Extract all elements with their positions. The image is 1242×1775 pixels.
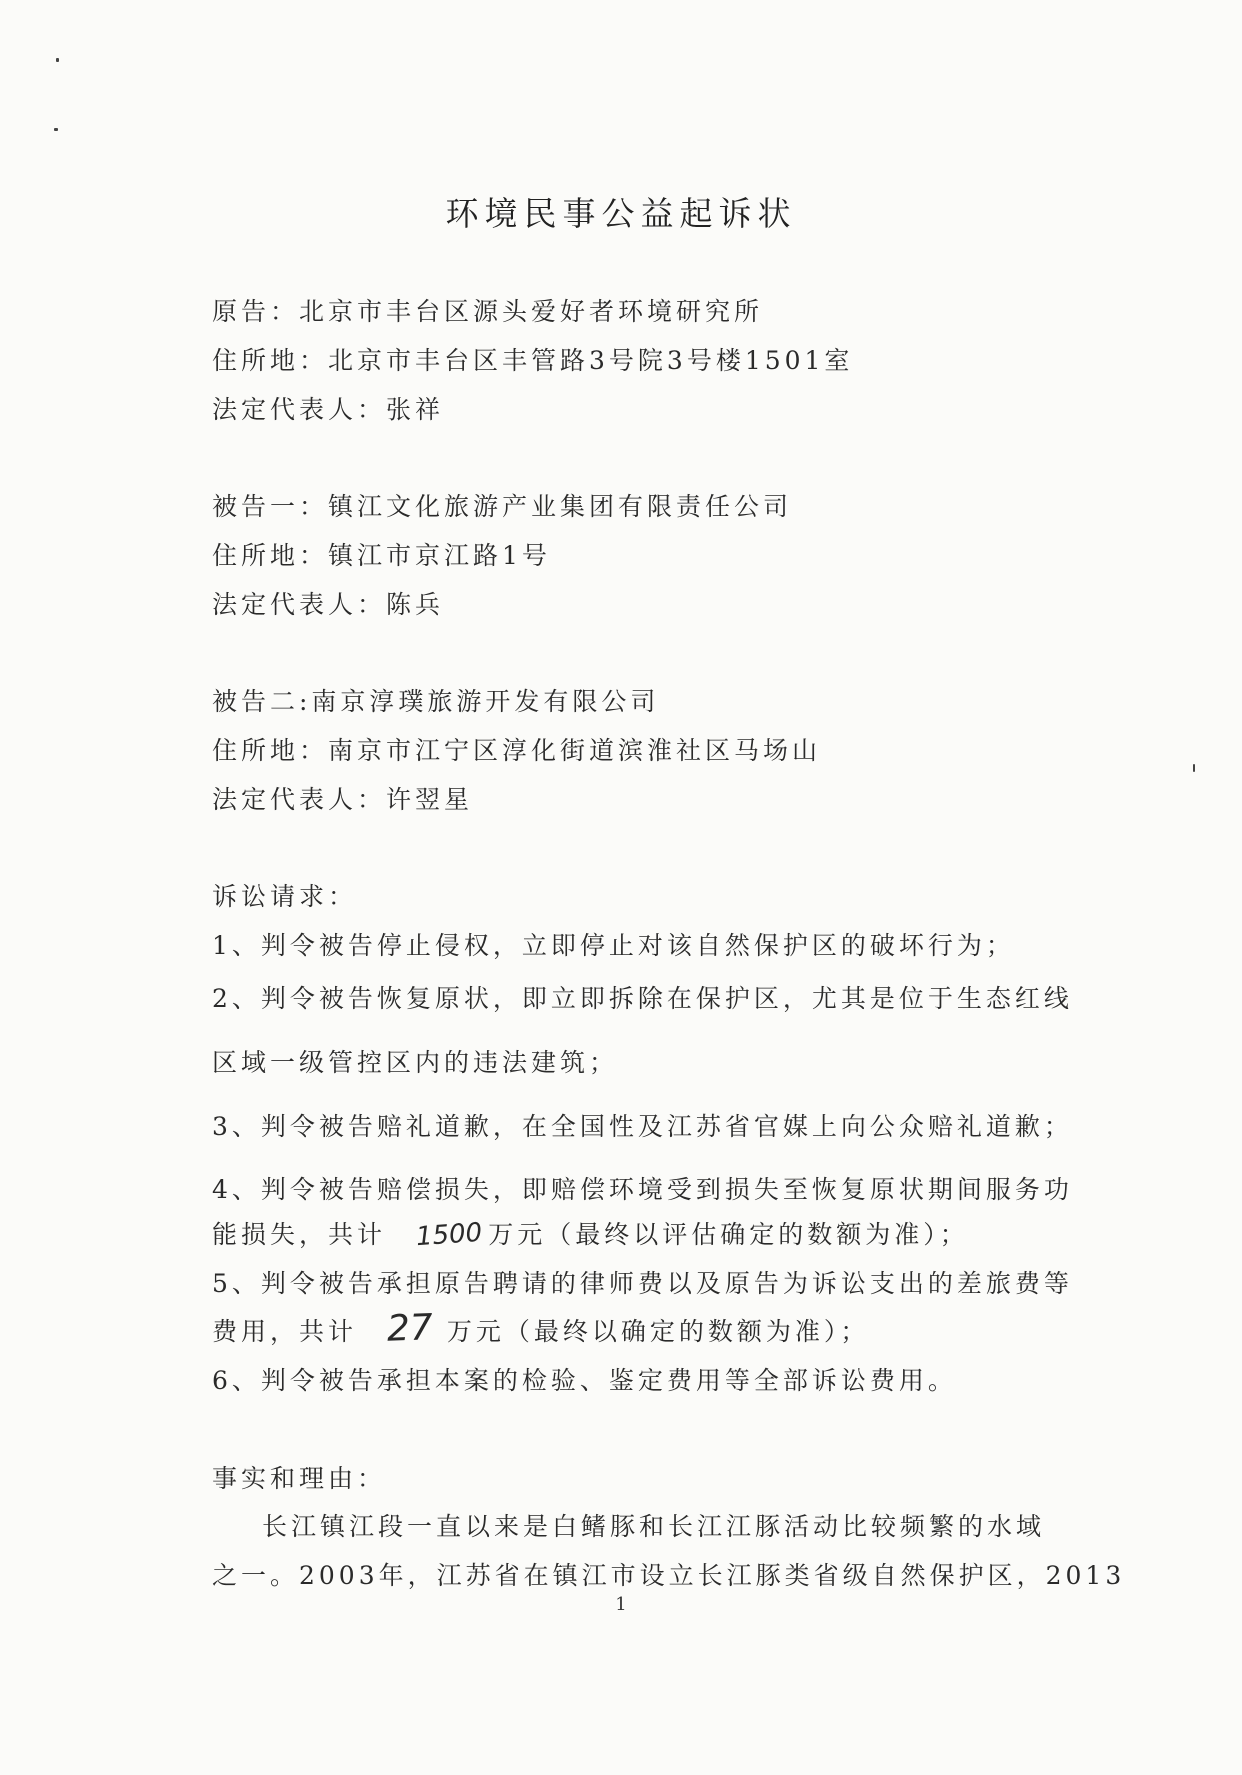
defendant1-address: 住所地：镇江市京江路1号 (212, 541, 551, 570)
claim-5-line1: 5、判令被告承担原告聘请的律师费以及原告为诉讼支出的差旅费等 (212, 1269, 1073, 1298)
defendant2-address: 住所地：南京市江宁区淳化街道滨淮社区马场山 (212, 736, 822, 765)
claim-3: 3、判令被告赔礼道歉，在全国性及江苏省官媒上向公众赔礼道歉； (212, 1112, 1073, 1141)
defendant2-name: 被告二:南京淳璞旅游开发有限公司 (212, 687, 660, 716)
plaintiff-representative: 法定代表人：张祥 (212, 395, 445, 424)
claim-2-line1: 2、判令被告恢复原状，即立即拆除在保护区，尤其是位于生态红线 (212, 984, 1073, 1013)
claim-5-line2 (212, 1308, 869, 1349)
defendant1-representative: 法定代表人：陈兵 (212, 590, 445, 619)
claim-4-line1: 4、判令被告赔偿损失，即赔偿环境受到损失至恢复原状期间服务功 (212, 1175, 1073, 1204)
claim-5-prefix: 费用，共计 (212, 1317, 358, 1346)
claim-2-line2: 区域一级管控区内的违法建筑； (212, 1048, 619, 1077)
facts-heading: 事实和理由： (212, 1464, 387, 1493)
defendant2-representative: 法定代表人：许翌星 (212, 785, 474, 814)
claim-1: 1、判令被告停止侵权，立即停止对该自然保护区的破坏行为； (212, 931, 1015, 960)
defendant1-name: 被告一：镇江文化旅游产业集团有限责任公司 (212, 492, 793, 521)
claim-4-suffix: 万元（最终以评估确定的数额为准）； (488, 1220, 969, 1249)
document-title: 环境民事公益起诉状 (445, 194, 797, 233)
claim-4-prefix: 能损失，共计 (212, 1220, 387, 1249)
page-number: 1 (615, 1594, 627, 1615)
claim-4-line2 (212, 1215, 969, 1251)
facts-paragraph-line1: 长江镇江段一直以来是白鳍豚和长江江豚活动比较频繁的水域 (262, 1512, 1046, 1541)
handwritten-amount-2: 27 (386, 1307, 434, 1350)
plaintiff-address: 住所地：北京市丰台区丰管路3号院3号楼1501室 (212, 346, 854, 375)
claim-5-suffix: 万元（最终以确定的数额为准）； (446, 1317, 870, 1346)
claims-heading: 诉讼请求： (212, 882, 358, 911)
plaintiff-name: 原告：北京市丰台区源头爱好者环境研究所 (212, 297, 764, 326)
facts-paragraph-line2: 之一。2003年，江苏省在镇江市设立长江豚类省级自然保护区，2013 (212, 1561, 1126, 1590)
handwritten-amount-1: 1500 (415, 1217, 484, 1253)
claim-6: 6、判令被告承担本案的检验、鉴定费用等全部诉讼费用。 (212, 1366, 957, 1395)
